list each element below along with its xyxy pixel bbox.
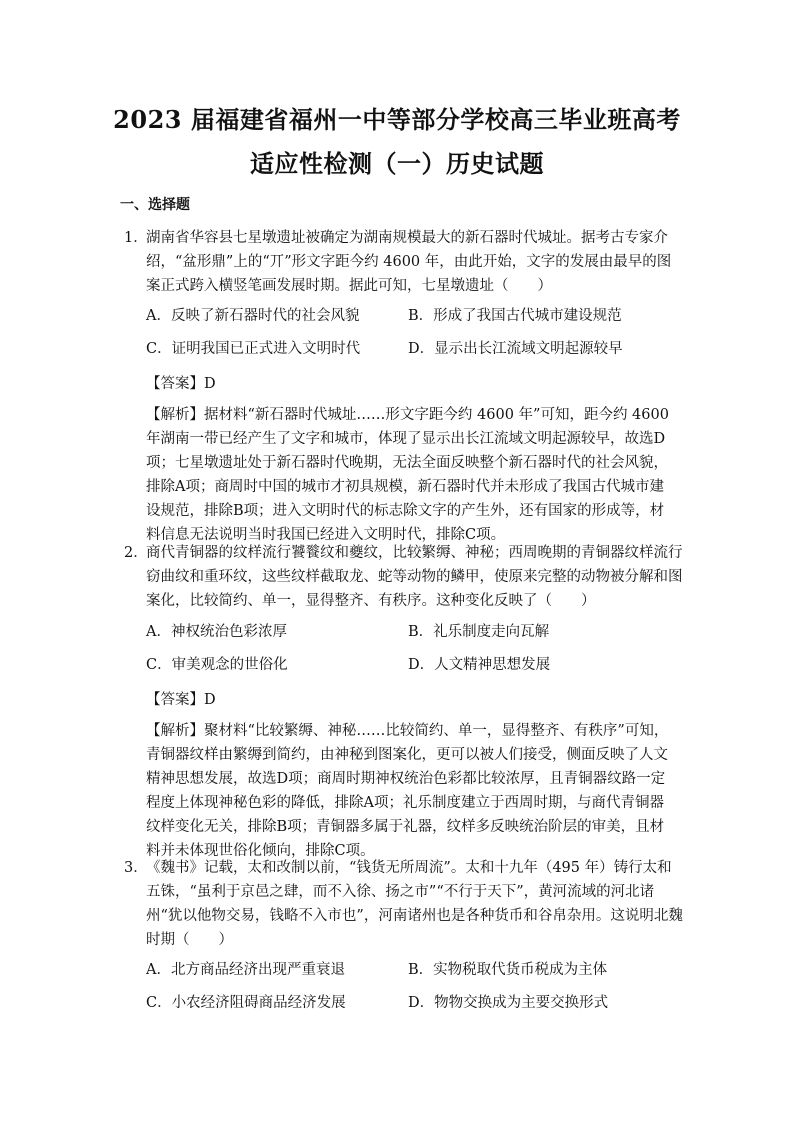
question-3 [124, 856, 684, 952]
question-number: 2． [124, 545, 148, 561]
option-c: C．证明我国已正式进入文明时代 [146, 341, 361, 357]
document-title-line-1: 2023 届福建省福州一中等部分学校高三毕业班高考 [113, 105, 681, 134]
question-number: 1． [124, 230, 148, 246]
option-b: B．礼乐制度走向瓦解 [408, 624, 550, 640]
explanation: 【解析】聚材料“比较繁缛、神秘……比较简约、单一，显得整齐、有秩序”可知，青铜器纹样由繁缛到简约，由神秘到图案化，更可以被人们接受，侧面反映了人文精神思想发展，故选D项；商周时期神权统治色彩都比较浓厚，且青铜器纹路一定程度上体现神秘色彩的降低，排除A项；礼乐制度建立于西周时期，与商代青铜器纹样变化无关，排除B项；青铜器多属于礼器，纹样多反映统治阶层的审美，且材料并未体现世俗化倾向，排除C项。 [146, 723, 669, 859]
question-2 [124, 541, 684, 613]
option-a: A．神权统治色彩浓厚 [146, 624, 287, 640]
question-stem: 湖南省华容县七星墩遗址被确定为湖南规模最大的新石器时代城址。据考古专家介绍，“盆形鼎”上的“丌”形文字距今约 4600 年，由此开始，文字的发展由最早的图案正式跨入横竖笔画发展时期。据此可知，七星墩遗址（ ） [146, 230, 672, 294]
question-stem: 商代青铜器的纹样流行饕餮纹和夔纹，比较繁缛、神秘；西周晚期的青铜器纹样流行窃曲纹和重环纹，这些纹样截取龙、蛇等动物的鳞甲，使原来完整的动物被分解和图案化，比较简约、单一，显得整齐、有秩序。这种变化反映了（ ） [146, 545, 683, 609]
question-stem: 《魏书》记载，太和改制以前，“钱货无所周流”。太和十九年（495 年）铸行太和五铢，“虽利于京邑之肆，而不入徐、扬之市”“不行于天下”，黄河流域的河北诸州“犹以他物交易，钱略不入市也”，河南诸州也是各种货币和谷帛杂用。这说明北魏时期（ ） [146, 860, 683, 948]
answer-line: 【答案】D [146, 376, 216, 392]
option-b: B．形成了我国古代城市建设规范 [408, 308, 622, 324]
question-1 [124, 226, 684, 298]
option-a: A．反映了新石器时代的社会风貌 [146, 308, 360, 324]
question-number: 3． [124, 860, 148, 876]
option-d: D．人文精神思想发展 [408, 657, 551, 673]
option-d: D．物物交换成为主要交换形式 [408, 995, 609, 1011]
option-c: C．审美观念的世俗化 [146, 657, 288, 673]
section-heading: 一、选择题 [120, 197, 190, 213]
answer-line: 【答案】D [146, 692, 216, 708]
option-d: D．显示出长江流域文明起源较早 [408, 341, 623, 357]
option-b: B．实物税取代货币税成为主体 [408, 962, 608, 978]
document-title-line-2: 适应性检测（一）历史试题 [250, 149, 544, 178]
option-a: A．北方商品经济出现严重衰退 [146, 962, 345, 978]
explanation: 【解析】据材料“新石器时代城址……形文字距今约 4600 年”可知，距今约 4600 年湖南一带已经产生了文字和城市，体现了显示出长江流域文明起源较早，故选D项；七星墩遗址处于新石器时代晚期，无法全面反映整个新石器时代的社会风貌，排除A项；商周时中国的城市才初具规模，新石器时代并未形成了我国古代城市建设规范，排除B项；进入文明时代的标志除文字的产生外，还有国家的形成等，材料信息无法说明当时我国已经进入文明时代，排除C项。 [146, 407, 669, 543]
option-c: C．小农经济阻碍商品经济发展 [146, 995, 346, 1011]
